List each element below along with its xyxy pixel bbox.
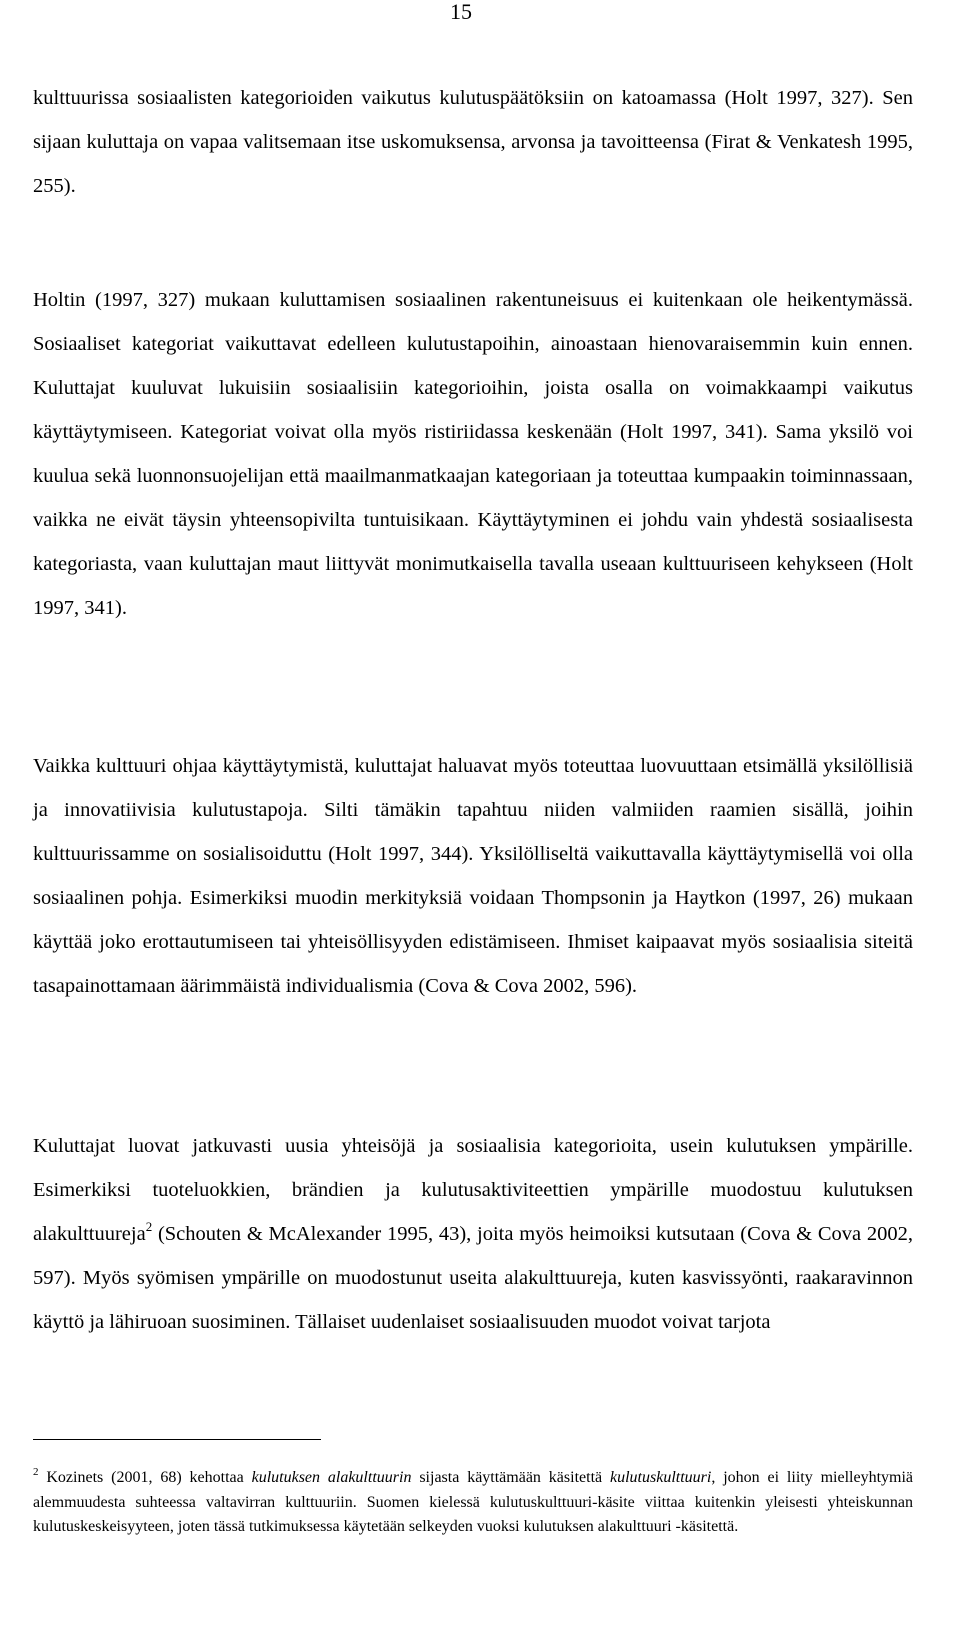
paragraph-4-text-start: Kuluttajat luovat jatkuvasti uusia yhteisöjä ja sosiaalisia kategorioita, usein kulutuksen ympärille. Esimerkiksi tuoteluokkien, brändien ja kulutusaktiviteettien ympärille muodostuu kulutuksen alakulttuureja xyxy=(33,1135,913,1245)
footnote-separator xyxy=(33,1439,321,1440)
footnote-text-3: , johon ei liity mielleyhtymiä alemmuudesta suhteessa valtavirran kulttuuriin. Suomen kielessä kulutuskulttuuri-käsite viittaa kuitenkin yleisesti yhteiskunnan kulutuskeskeisyyteen, joten tässä tutkimuksessa käytetään selkeyden vuoksi kulutuksen alakulttuuri -käsitettä. xyxy=(33,1469,914,1535)
paragraph-1: kulttuurissa sosiaalisten kategorioiden vaikutus kulutuspäätöksiin on katoamassa (Holt 1997, 327). Sen sijaan kuluttaja on vapaa valitsemaan itse uskomuksensa, arvonsa ja tavoitteensa (Firat & Venkatesh 1995, 255). xyxy=(33,87,913,197)
paragraph-3: Vaikka kulttuuri ohjaa käyttäytymistä, kuluttajat haluavat myös toteuttaa luovuuttaan etsimällä yksilöllisiä ja innovatiivisia kulutustapoja. Silti tämäkin tapahtuu niiden valmiiden raamien sisällä, joihin kulttuurissamme on sosialisoiduttu (Holt 1997, 344). Yksilölliseltä vaikuttavalla käyttäytymisellä voi olla sosiaalinen pohja. Esimerkiksi muodin merkityksiä voidaan Thompsonin ja Haytkon (1997, 26) mukaan käyttää joko erottautumiseen tai yhteisöllisyyden edistämiseen. Ihmiset kaipaavat myös sosiaalisia siteitä tasapainottamaan äärimmäistä individualismia (Cova & Cova 2002, 596). xyxy=(33,755,913,997)
page-number: 15 xyxy=(450,0,472,24)
footnote-text-1: Kozinets (2001, 68) kehottaa xyxy=(38,1469,252,1486)
paragraph-4-text-end: (Schouten & McAlexander 1995, 43), joita myös heimoiksi kutsutaan (Cova & Cova 2002, 597). Myös syömisen ympärille on muodostunut useita alakulttuureja, kuten kasvissyönti, raakaravinnon käyttö ja lähiruoan suosiminen. Tällaiset uudenlaiset sosiaalisuuden muodot voivat tarjota xyxy=(33,1223,913,1333)
footnote xyxy=(33,1466,913,1540)
footnote-reference: 2 xyxy=(145,1219,153,1234)
paragraph-2: Holtin (1997, 327) mukaan kuluttamisen sosiaalinen rakentuneisuus ei kuitenkaan ole heikentymässä. Sosiaaliset kategoriat vaikuttavat edelleen kulutustapoihin, ainoastaan hienovaraisemmin kuin ennen. Kuluttajat kuuluvat lukuisiin sosiaalisiin kategorioihin, joista osalla on voimakkaampi vaikutus käyttäytymiseen. Kategoriat voivat olla myös ristiriidassa keskenään (Holt 1997, 341). Sama yksilö voi kuulua sekä luonnonsuojelijan että maailmanmatkaajan kategoriaan ja toteuttaa kumpaakin toiminnassaan, vaikka ne eivät täysin yhteensopivilta tuntuisikaan. Käyttäytyminen ei johdu vain yhdestä sosiaalisesta kategoriasta, vaan kuluttajan maut liittyvät monimutkaisella tavalla useaan kulttuuriseen kehykseen (Holt 1997, 341). xyxy=(33,289,913,619)
paragraph-4 xyxy=(33,1124,913,1344)
footnote-italic-2: kulutuskulttuuri xyxy=(610,1469,712,1486)
footnote-marker: 2 xyxy=(33,1466,39,1478)
footnote-text-2: sijasta käyttämään käsitettä xyxy=(411,1469,610,1486)
footnote-italic-1: kulutuksen alakulttuurin xyxy=(251,1469,412,1486)
